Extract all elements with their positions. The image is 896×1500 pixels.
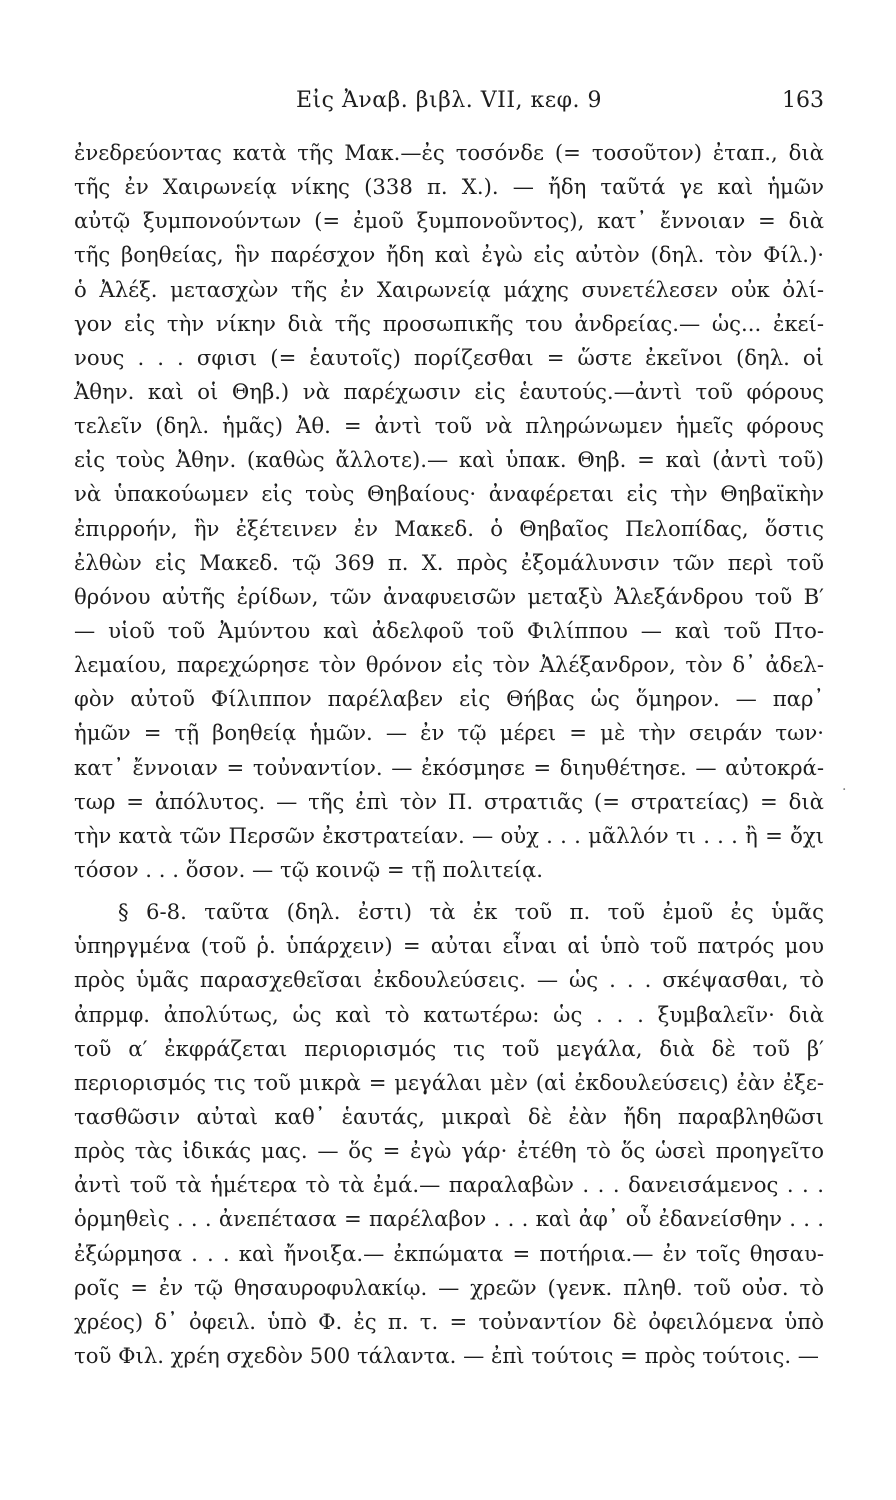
text-line: ἐξώρμησα . . . καὶ ἤνοιξα.— ἐκπώματα = ποτήρια.— ἐν τοῖς θησαυ- bbox=[74, 1240, 824, 1266]
text-line: θρόνου αὐτῆς ἐρίδων, τῶν ἀναφυεισῶν μεταξὺ Ἀλεξάνδρου τοῦ Β′ bbox=[74, 583, 824, 609]
paragraph-1 bbox=[74, 136, 824, 887]
text-line: τῆς ἐν Χαιρωνείᾳ νίκης (338 π. Χ.). — ἤδη ταῦτά γε καὶ ἡμῶν bbox=[74, 174, 824, 200]
text-line: περιορισμός τις τοῦ μικρὰ = μεγάλαι μὲν (αἱ ἐκδουλεύσεις) ἐὰν ἐξε- bbox=[74, 1069, 824, 1095]
text-line: τόσον . . . ὅσον. — τῷ κοινῷ = τῇ πολιτείᾳ. bbox=[74, 856, 544, 882]
text-line: ἐλθὼν εἰς Μακεδ. τῷ 369 π. Χ. πρὸς ἐξομάλυνσιν τῶν περὶ τοῦ bbox=[74, 549, 824, 575]
text-line: φὸν αὐτοῦ Φίλιππον παρέλαβεν εἰς Θήβας ὡς ὅμηρον. — παρ᾽ bbox=[74, 686, 824, 712]
page-header bbox=[74, 88, 824, 122]
text-line: ὑπηργμένα (τοῦ ῥ. ὑπάρχειν) = αὐται εἶναι αἱ ὑπὸ τοῦ πατρός μου bbox=[74, 933, 824, 959]
text-line: § 6-8. ταῦτα (δηλ. ἐστι) τὰ ἐκ τοῦ π. τοῦ ἐμοῦ ἐς ὑμᾶς bbox=[118, 899, 824, 925]
text-line: ἀντὶ τοῦ τὰ ἡμέτερα τὸ τὰ ἐμά.— παραλαβὼν . . . δανεισάμενος . . . bbox=[74, 1172, 824, 1198]
paragraph-gap bbox=[74, 887, 824, 895]
text-line: ὁ Ἀλέξ. μετασχὼν τῆς ἐν Χαιρωνείᾳ μάχης συνετέλεσεν οὐκ ὀλί- bbox=[74, 276, 824, 302]
paragraph-2 bbox=[74, 895, 824, 1373]
text-line: χρέος) δ᾽ ὀφειλ. ὑπὸ Φ. ἐς π. τ. = τοὐναντίον δὲ ὀφειλόμενα ὑπὸ bbox=[74, 1308, 824, 1334]
text-line: κατ᾽ ἔννοιαν = τοὐναντίον. — ἐκόσμησε = διηυθέτησε. — αὐτοκρά- bbox=[74, 754, 824, 780]
text-line: λεμαίου, παρεχώρησε τὸν θρόνον εἰς τὸν Ἀλέξανδρον, τὸν δ᾽ ἀδελ- bbox=[74, 652, 824, 678]
text-line: τῆς βοηθείας, ἣν παρέσχον ἤδη καὶ ἐγὼ εἰς αὐτὸν (δηλ. τὸν Φίλ.)· bbox=[74, 242, 824, 268]
commentary-text bbox=[74, 136, 824, 1373]
text-line: ὁρμηθεὶς . . . ἀνεπέτασα = παρέλαβον . . . καὶ ἀφ᾽ οὗ ἐδανείσθην . . . bbox=[74, 1206, 824, 1232]
text-line: εἰς τοὺς Ἀθην. (καθὼς ἄλλοτε).— καὶ ὑπακ. Θηβ. = καὶ (ἀντὶ τοῦ) bbox=[74, 447, 824, 473]
running-head: Εἰς Ἀναβ. βιβλ. VII, κεφ. 9 bbox=[295, 88, 603, 113]
text-line: πρὸς τὰς ἰδικάς μας. — ὅς = ἐγὼ γάρ· ἐτέθη τὸ ὅς ὡσεὶ προηγεῖτο bbox=[74, 1138, 824, 1164]
text-line: τελεῖν (δηλ. ἡμᾶς) Ἀθ. = ἀντὶ τοῦ νὰ πληρώνωμεν ἡμεῖς φόρους bbox=[74, 413, 824, 439]
page-number: 163 bbox=[782, 88, 824, 113]
text-line: τοῦ Φιλ. χρέη σχεδὸν 500 τάλαντα. — ἐπὶ τούτοις = πρὸς τούτοις. — bbox=[74, 1342, 819, 1368]
text-line: τὴν κατὰ τῶν Περσῶν ἐκστρατείαν. — οὐχ . . . μᾶλλόν τι . . . ἢ = ὄχι bbox=[74, 822, 824, 848]
text-line: ροῖς = ἐν τῷ θησαυροφυλακίῳ. — χρεῶν (γενκ. πληθ. τοῦ οὐσ. τὸ bbox=[74, 1274, 824, 1300]
text-line: πρὸς ὑμᾶς παρασχεθεῖσαι ἐκδουλεύσεις. — ὡς . . . σκέψασθαι, τὸ bbox=[74, 967, 824, 993]
text-line: τωρ = ἀπόλυτος. — τῆς ἐπὶ τὸν Π. στρατιᾶς (= στρατείας) = διὰ bbox=[74, 788, 824, 814]
text-line: τασθῶσιν αὐταὶ καθ᾽ ἑαυτάς, μικραὶ δὲ ἐὰν ἤδη παραβληθῶσι bbox=[74, 1103, 824, 1129]
text-line: αὐτῷ ξυμπονούντων (= ἐμοῦ ξυμπονοῦντος), κατ᾽ ἔννοιαν = διὰ bbox=[74, 208, 824, 234]
text-line: Ἀθην. καὶ οἱ Θηβ.) νὰ παρέχωσιν εἰς ἑαυτούς.—ἀντὶ τοῦ φόρους bbox=[74, 378, 824, 404]
text-line: τοῦ α′ ἐκφράζεται περιορισμός τις τοῦ μεγάλα, διὰ δὲ τοῦ β′ bbox=[74, 1035, 824, 1061]
text-line: — υἱοῦ τοῦ Ἀμύντου καὶ ἀδελφοῦ τοῦ Φιλίππου — καὶ τοῦ Πτο- bbox=[74, 617, 824, 643]
text-line: νὰ ὑπακούωμεν εἰς τοὺς Θηβαίους· ἀναφέρεται εἰς τὴν Θηβαϊκὴν bbox=[74, 481, 824, 507]
margin-mark: · bbox=[842, 782, 847, 798]
text-line: ἐπιρροήν, ἣν ἐξέτεινεν ἐν Μακεδ. ὁ Θηβαῖος Πελοπίδας, ὅστις bbox=[74, 515, 824, 541]
text-line: ἐνεδρεύοντας κατὰ τῆς Μακ.—ἐς τοσόνδε (= τοσοῦτον) ἐταπ., διὰ bbox=[74, 140, 824, 165]
text-line: γον εἰς τὴν νίκην διὰ τῆς προσωπικῆς του ἀνδρείας.— ὡς... ἐκεί- bbox=[74, 310, 824, 336]
text-line: ἀπρμφ. ἀπολύτως, ὡς καὶ τὸ κατωτέρω: ὡς . . . ξυμβαλεῖν· διὰ bbox=[74, 1001, 824, 1027]
text-line: ἡμῶν = τῇ βοηθείᾳ ἡμῶν. — ἐν τῷ μέρει = μὲ τὴν σειράν των· bbox=[74, 720, 824, 746]
text-line: νους . . . σφισι (= ἑαυτοῖς) πορίζεσθαι = ὥστε ἐκεῖνοι (δηλ. οἱ bbox=[74, 344, 824, 370]
